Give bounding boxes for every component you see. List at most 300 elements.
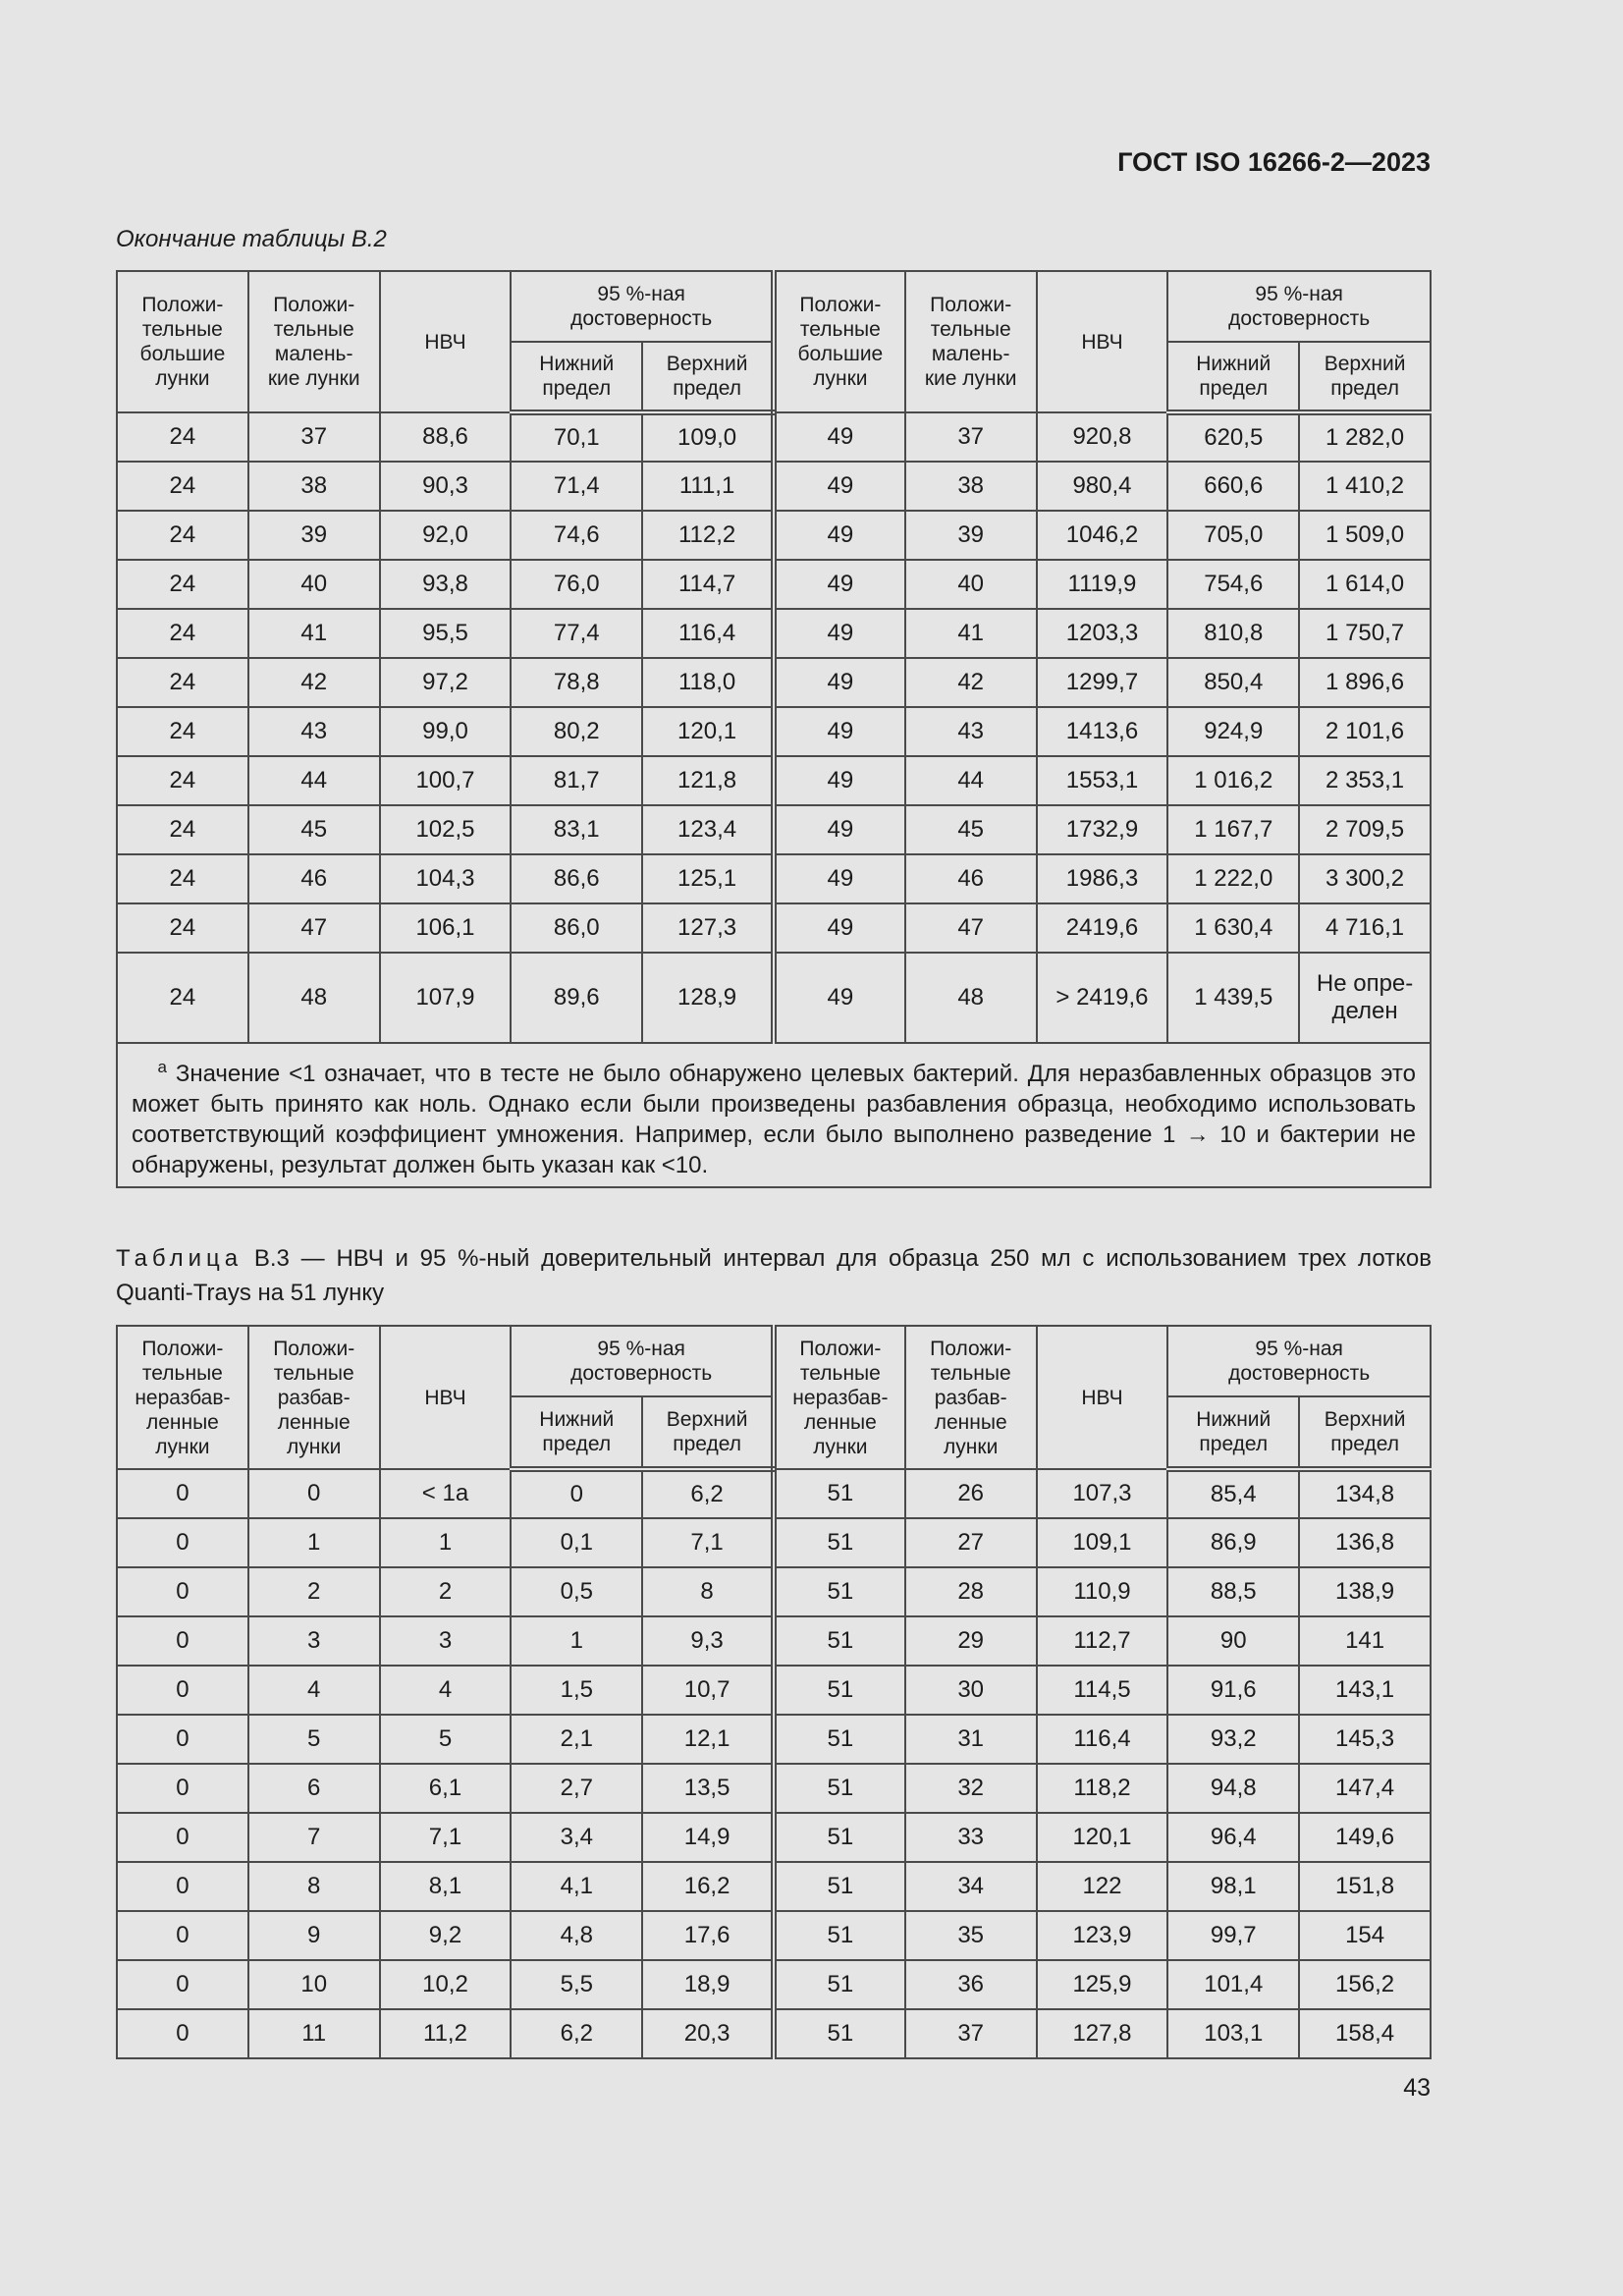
- table-cell: 143,1: [1299, 1666, 1431, 1715]
- table-cell: 4: [380, 1666, 512, 1715]
- table-cell: 99,7: [1167, 1911, 1299, 1960]
- table2-caption-prefix: Таблица: [116, 1245, 243, 1272]
- table-cell: 754,6: [1167, 560, 1299, 609]
- table-row: [117, 1764, 1431, 1813]
- table-cell: 101,4: [1167, 1960, 1299, 2009]
- table-cell: 49: [774, 609, 905, 658]
- table-cell: 8,1: [380, 1862, 512, 1911]
- table-row: [117, 1960, 1431, 2009]
- table-cell: 920,8: [1037, 412, 1168, 462]
- table-cell: 86,0: [511, 903, 642, 953]
- table-cell: 111,1: [642, 462, 774, 511]
- table-row: [117, 854, 1431, 903]
- table-cell: 51: [774, 1666, 905, 1715]
- table1: [116, 270, 1432, 1188]
- table-cell: 49: [774, 560, 905, 609]
- table-cell: 0: [117, 1715, 248, 1764]
- table-cell: 660,6: [1167, 462, 1299, 511]
- table-cell: 0: [248, 1469, 380, 1518]
- table-cell: 5: [248, 1715, 380, 1764]
- table-cell: 24: [117, 609, 248, 658]
- table-cell: 123,4: [642, 805, 774, 854]
- table-row: [117, 2009, 1431, 2058]
- table-row: [117, 1469, 1431, 1518]
- table-cell: 6,2: [511, 2009, 642, 2058]
- table-cell: 2: [248, 1567, 380, 1616]
- col-header: Верхний предел: [642, 342, 774, 412]
- table-cell: 0: [117, 1666, 248, 1715]
- table-cell: 145,3: [1299, 1715, 1431, 1764]
- table-cell: 29: [905, 1616, 1037, 1666]
- table2: [116, 1325, 1432, 2059]
- table-row: [117, 609, 1431, 658]
- table-cell: 45: [248, 805, 380, 854]
- table-cell: 11,2: [380, 2009, 512, 2058]
- table-cell: 38: [905, 462, 1037, 511]
- table-cell: 103,1: [1167, 2009, 1299, 2058]
- table-cell: 38: [248, 462, 380, 511]
- table-cell: 4: [248, 1666, 380, 1715]
- table-cell: 127,8: [1037, 2009, 1168, 2058]
- col-header: Положи- тельные неразбав- ленные лунки: [774, 1326, 905, 1469]
- table-cell: 39: [905, 511, 1037, 560]
- table-row: [117, 1715, 1431, 1764]
- table-cell: 99,0: [380, 707, 512, 756]
- table-row: [117, 756, 1431, 805]
- table-cell: 98,1: [1167, 1862, 1299, 1911]
- col-header: НВЧ: [1037, 1326, 1168, 1469]
- table-cell: 47: [248, 903, 380, 953]
- table-cell: 0: [117, 1764, 248, 1813]
- table-cell: 0,1: [511, 1518, 642, 1567]
- table-cell: 0: [117, 1862, 248, 1911]
- table-cell: 980,4: [1037, 462, 1168, 511]
- table-cell: 24: [117, 511, 248, 560]
- table-cell: 6,2: [642, 1469, 774, 1518]
- table-cell: 70,1: [511, 412, 642, 462]
- table-cell: 37: [905, 2009, 1037, 2058]
- footnote-mark: a: [157, 1058, 167, 1076]
- table-cell: 49: [774, 462, 905, 511]
- table-cell: 1046,2: [1037, 511, 1168, 560]
- table-cell: 9,2: [380, 1911, 512, 1960]
- table-cell: 97,2: [380, 658, 512, 707]
- table-cell: 51: [774, 1715, 905, 1764]
- table-cell: 151,8: [1299, 1862, 1431, 1911]
- table2-body: [117, 1469, 1431, 2058]
- footnote-text: Значение <1 означает, что в тесте не было обнаружено целевых бактерий. Для неразбавленных образцов это может быть принято как ноль. Однако если были произведены разбавления образца, необходимо использовать соответствующий коэффициент умножения. Например, если было выполнено разведение 1 → 10 и бактерии не обнаружены, результат должен быть указан как <10.: [132, 1061, 1416, 1178]
- table-row: [117, 511, 1431, 560]
- table-cell: 37: [248, 412, 380, 462]
- table-cell: 35: [905, 1911, 1037, 1960]
- table-cell: 7,1: [380, 1813, 512, 1862]
- table-cell: 3: [248, 1616, 380, 1666]
- table2-caption: [116, 1241, 1432, 1310]
- table-cell: 24: [117, 903, 248, 953]
- table-cell: 93,8: [380, 560, 512, 609]
- table-cell: 94,8: [1167, 1764, 1299, 1813]
- table-cell: 0: [117, 2009, 248, 2058]
- table-cell: 24: [117, 953, 248, 1043]
- table-row: [117, 805, 1431, 854]
- table-cell: 120,1: [1037, 1813, 1168, 1862]
- table-cell: 0: [117, 1813, 248, 1862]
- table-cell: 24: [117, 854, 248, 903]
- table-cell: 1: [511, 1616, 642, 1666]
- table-cell: 40: [248, 560, 380, 609]
- table-cell: 9: [248, 1911, 380, 1960]
- table-cell: 14,9: [642, 1813, 774, 1862]
- table-cell: 24: [117, 462, 248, 511]
- table-cell: 3 300,2: [1299, 854, 1431, 903]
- table-cell: 24: [117, 756, 248, 805]
- table-cell: 116,4: [642, 609, 774, 658]
- col-header: НВЧ: [380, 1326, 512, 1469]
- col-header: Положи- тельные неразбав- ленные лунки: [117, 1326, 248, 1469]
- table-cell: 4 716,1: [1299, 903, 1431, 953]
- table-cell: 86,9: [1167, 1518, 1299, 1567]
- table-cell: 48: [905, 953, 1037, 1043]
- table1-body: [117, 412, 1431, 1043]
- table-cell: 107,3: [1037, 1469, 1168, 1518]
- table-cell: 4,1: [511, 1862, 642, 1911]
- table-cell: 31: [905, 1715, 1037, 1764]
- table-cell: 16,2: [642, 1862, 774, 1911]
- table-cell: 9,3: [642, 1616, 774, 1666]
- table-cell: 93,2: [1167, 1715, 1299, 1764]
- table-cell: 33: [905, 1813, 1037, 1862]
- col-header: Положи- тельные большие лунки: [117, 271, 248, 412]
- table-cell: 51: [774, 1764, 905, 1813]
- table-cell: 118,2: [1037, 1764, 1168, 1813]
- table-cell: 76,0: [511, 560, 642, 609]
- table-cell: 45: [905, 805, 1037, 854]
- table-cell: 51: [774, 1813, 905, 1862]
- table-cell: 0: [511, 1469, 642, 1518]
- table-cell: 106,1: [380, 903, 512, 953]
- table-cell: 48: [248, 953, 380, 1043]
- table-cell: 810,8: [1167, 609, 1299, 658]
- table-cell: 49: [774, 903, 905, 953]
- table-cell: 141: [1299, 1616, 1431, 1666]
- table-cell: < 1a: [380, 1469, 512, 1518]
- table-cell: 0,5: [511, 1567, 642, 1616]
- table-cell: 91,6: [1167, 1666, 1299, 1715]
- table-cell: 1553,1: [1037, 756, 1168, 805]
- table-cell: 10: [248, 1960, 380, 2009]
- table-cell: 90: [1167, 1616, 1299, 1666]
- table-cell: 1 630,4: [1167, 903, 1299, 953]
- table1-caption: Окончание таблицы В.2: [116, 226, 387, 252]
- table-cell: 34: [905, 1862, 1037, 1911]
- table-cell: 12,1: [642, 1715, 774, 1764]
- table2-caption-text: В.3 — НВЧ и 95 %-ный доверительный интервал для образца 250 мл с использованием трех лотков Quanti-Trays на 51 лунку: [116, 1245, 1432, 1306]
- table-cell: 32: [905, 1764, 1037, 1813]
- table-cell: 924,9: [1167, 707, 1299, 756]
- table-row: [117, 1567, 1431, 1616]
- table-cell: 42: [905, 658, 1037, 707]
- table-cell: 71,4: [511, 462, 642, 511]
- table-cell: 51: [774, 1469, 905, 1518]
- table-cell: 112,2: [642, 511, 774, 560]
- table-cell: 8: [642, 1567, 774, 1616]
- table-cell: 2 709,5: [1299, 805, 1431, 854]
- table-cell: 95,5: [380, 609, 512, 658]
- table-cell: 44: [905, 756, 1037, 805]
- table-cell: 49: [774, 412, 905, 462]
- table-cell: 49: [774, 953, 905, 1043]
- table-cell: 49: [774, 805, 905, 854]
- col-header: Нижний предел: [1167, 1396, 1299, 1469]
- table-cell: 85,4: [1167, 1469, 1299, 1518]
- table-footnote: [117, 1043, 1431, 1187]
- table-cell: 88,6: [380, 412, 512, 462]
- table-cell: 2 353,1: [1299, 756, 1431, 805]
- table-cell: 620,5: [1167, 412, 1299, 462]
- table-cell: 114,5: [1037, 1666, 1168, 1715]
- col-header: Положи- тельные малень- кие лунки: [248, 271, 380, 412]
- table-cell: 7: [248, 1813, 380, 1862]
- table-cell: 11: [248, 2009, 380, 2058]
- table-cell: 123,9: [1037, 1911, 1168, 1960]
- table-cell: 2 101,6: [1299, 707, 1431, 756]
- table-cell: 51: [774, 1960, 905, 2009]
- col-header: Положи- тельные разбав- ленные лунки: [248, 1326, 380, 1469]
- table-cell: 24: [117, 560, 248, 609]
- table-row: [117, 462, 1431, 511]
- table-cell: 0: [117, 1960, 248, 2009]
- table-cell: 89,6: [511, 953, 642, 1043]
- table-cell: 51: [774, 2009, 905, 2058]
- table-row: [117, 658, 1431, 707]
- table-cell: 92,0: [380, 511, 512, 560]
- table-row: [117, 903, 1431, 953]
- col-header: Верхний предел: [1299, 342, 1431, 412]
- col-header: Верхний предел: [1299, 1396, 1431, 1469]
- table-cell: 5: [380, 1715, 512, 1764]
- table-cell: 3: [380, 1616, 512, 1666]
- table-cell: 6: [248, 1764, 380, 1813]
- table-cell: 49: [774, 707, 905, 756]
- table-cell: 49: [774, 511, 905, 560]
- table-cell: 1: [248, 1518, 380, 1567]
- table-cell: 104,3: [380, 854, 512, 903]
- table-row: [117, 1911, 1431, 1960]
- col-group-header: 95 %-ная достоверность: [1167, 271, 1431, 342]
- table-cell: 40: [905, 560, 1037, 609]
- table-cell: 8: [248, 1862, 380, 1911]
- table-cell: 2419,6: [1037, 903, 1168, 953]
- table-cell: 2,7: [511, 1764, 642, 1813]
- table-cell: 24: [117, 412, 248, 462]
- table-cell: 134,8: [1299, 1469, 1431, 1518]
- table-cell: 1 282,0: [1299, 412, 1431, 462]
- table-cell: 0: [117, 1567, 248, 1616]
- table-cell: 149,6: [1299, 1813, 1431, 1862]
- table-cell: 107,9: [380, 953, 512, 1043]
- col-header: Нижний предел: [511, 1396, 642, 1469]
- table-cell: 114,7: [642, 560, 774, 609]
- table-cell: 1119,9: [1037, 560, 1168, 609]
- table-cell: 2,1: [511, 1715, 642, 1764]
- table-cell: 43: [248, 707, 380, 756]
- table-row: [117, 1813, 1431, 1862]
- table-row: [117, 560, 1431, 609]
- table-cell: 88,5: [1167, 1567, 1299, 1616]
- table-cell: 102,5: [380, 805, 512, 854]
- col-header: НВЧ: [1037, 271, 1168, 412]
- table-cell: 1 410,2: [1299, 462, 1431, 511]
- table-cell: 110,9: [1037, 1567, 1168, 1616]
- table-cell: 128,9: [642, 953, 774, 1043]
- table-cell: 6,1: [380, 1764, 512, 1813]
- table-cell: 100,7: [380, 756, 512, 805]
- table-cell: 10,2: [380, 1960, 512, 2009]
- table-cell: 1 439,5: [1167, 953, 1299, 1043]
- table-cell: 4,8: [511, 1911, 642, 1960]
- table-cell: 1203,3: [1037, 609, 1168, 658]
- table-cell: 37: [905, 412, 1037, 462]
- table-cell: 136,8: [1299, 1518, 1431, 1567]
- table-cell: 74,6: [511, 511, 642, 560]
- table-cell: 90,3: [380, 462, 512, 511]
- table-cell: 96,4: [1167, 1813, 1299, 1862]
- col-group-header: 95 %-ная достоверность: [1167, 1326, 1431, 1396]
- table-cell: 83,1: [511, 805, 642, 854]
- col-header: Положи- тельные малень- кие лунки: [905, 271, 1037, 412]
- table-cell: 1,5: [511, 1666, 642, 1715]
- table-cell: 1 167,7: [1167, 805, 1299, 854]
- table-cell: 0: [117, 1518, 248, 1567]
- table-cell: 156,2: [1299, 1960, 1431, 2009]
- table-cell: 80,2: [511, 707, 642, 756]
- table-cell: 0: [117, 1911, 248, 1960]
- table-cell: 147,4: [1299, 1764, 1431, 1813]
- col-group-header: 95 %-ная достоверность: [511, 271, 774, 342]
- table-cell: 44: [248, 756, 380, 805]
- table-cell: 850,4: [1167, 658, 1299, 707]
- table-cell: 1 016,2: [1167, 756, 1299, 805]
- table-cell: 41: [248, 609, 380, 658]
- table-cell: 78,8: [511, 658, 642, 707]
- table-cell: 36: [905, 1960, 1037, 2009]
- table-cell: > 2419,6: [1037, 953, 1168, 1043]
- table-cell: 17,6: [642, 1911, 774, 1960]
- table-row: [117, 412, 1431, 462]
- table-cell: 154: [1299, 1911, 1431, 1960]
- table-cell: 122: [1037, 1862, 1168, 1911]
- col-header: Положи- тельные большие лунки: [774, 271, 905, 412]
- table-cell: 46: [248, 854, 380, 903]
- table-cell: 24: [117, 805, 248, 854]
- table-cell: 51: [774, 1518, 905, 1567]
- table-cell: 1 509,0: [1299, 511, 1431, 560]
- col-header: Верхний предел: [642, 1396, 774, 1469]
- table-cell: 7,1: [642, 1518, 774, 1567]
- table-cell: 127,3: [642, 903, 774, 953]
- table-cell: 46: [905, 854, 1037, 903]
- table-cell: 109,0: [642, 412, 774, 462]
- table-cell: 158,4: [1299, 2009, 1431, 2058]
- table-cell: 27: [905, 1518, 1037, 1567]
- table-cell: 116,4: [1037, 1715, 1168, 1764]
- table-cell: 49: [774, 658, 905, 707]
- table-row: [117, 1616, 1431, 1666]
- col-header: Положи- тельные разбав- ленные лунки: [905, 1326, 1037, 1469]
- table-cell: 1413,6: [1037, 707, 1168, 756]
- table-row: [117, 1666, 1431, 1715]
- table-cell: 118,0: [642, 658, 774, 707]
- table-cell: 13,5: [642, 1764, 774, 1813]
- table-cell: 39: [248, 511, 380, 560]
- table-row: [117, 953, 1431, 1043]
- table-cell: 86,6: [511, 854, 642, 903]
- table-cell: 51: [774, 1567, 905, 1616]
- table-cell: 125,9: [1037, 1960, 1168, 2009]
- table-cell: 42: [248, 658, 380, 707]
- table-cell: 51: [774, 1911, 905, 1960]
- table-cell: 49: [774, 854, 905, 903]
- table-cell: 2: [380, 1567, 512, 1616]
- table-cell: 10,7: [642, 1666, 774, 1715]
- table-row: [117, 707, 1431, 756]
- table-cell: 1299,7: [1037, 658, 1168, 707]
- table-row: [117, 1862, 1431, 1911]
- table-cell: 41: [905, 609, 1037, 658]
- col-header: Нижний предел: [511, 342, 642, 412]
- table-cell: 18,9: [642, 1960, 774, 2009]
- table-cell: 125,1: [642, 854, 774, 903]
- table-cell: 138,9: [1299, 1567, 1431, 1616]
- table-cell: 1 896,6: [1299, 658, 1431, 707]
- page-number: 43: [1403, 2074, 1431, 2102]
- col-group-header: 95 %-ная достоверность: [511, 1326, 774, 1396]
- table-cell: 1: [380, 1518, 512, 1567]
- table-cell: 0: [117, 1616, 248, 1666]
- col-header: Нижний предел: [1167, 342, 1299, 412]
- table-cell: 1732,9: [1037, 805, 1168, 854]
- table-cell: 1 750,7: [1299, 609, 1431, 658]
- table-cell: 20,3: [642, 2009, 774, 2058]
- table-cell: 120,1: [642, 707, 774, 756]
- table-cell: 47: [905, 903, 1037, 953]
- table-cell: 1 222,0: [1167, 854, 1299, 903]
- table-row: [117, 1518, 1431, 1567]
- table-cell: 5,5: [511, 1960, 642, 2009]
- table-cell: 43: [905, 707, 1037, 756]
- table-cell: 24: [117, 658, 248, 707]
- table-cell: 28: [905, 1567, 1037, 1616]
- table-cell: 1986,3: [1037, 854, 1168, 903]
- table-cell: 3,4: [511, 1813, 642, 1862]
- table-cell: 51: [774, 1862, 905, 1911]
- table-cell: 30: [905, 1666, 1037, 1715]
- table-cell: 0: [117, 1469, 248, 1518]
- table-cell: 121,8: [642, 756, 774, 805]
- table-cell: 51: [774, 1616, 905, 1666]
- table-cell: 112,7: [1037, 1616, 1168, 1666]
- document-designation: ГОСТ ISO 16266-2—2023: [1117, 147, 1431, 177]
- table-cell: 49: [774, 756, 905, 805]
- table-cell: 26: [905, 1469, 1037, 1518]
- col-header: НВЧ: [380, 271, 512, 412]
- table-cell: 109,1: [1037, 1518, 1168, 1567]
- table-cell: 24: [117, 707, 248, 756]
- table-cell: 81,7: [511, 756, 642, 805]
- table-cell: 77,4: [511, 609, 642, 658]
- table-cell: Не опре- делен: [1299, 953, 1431, 1043]
- table-cell: 1 614,0: [1299, 560, 1431, 609]
